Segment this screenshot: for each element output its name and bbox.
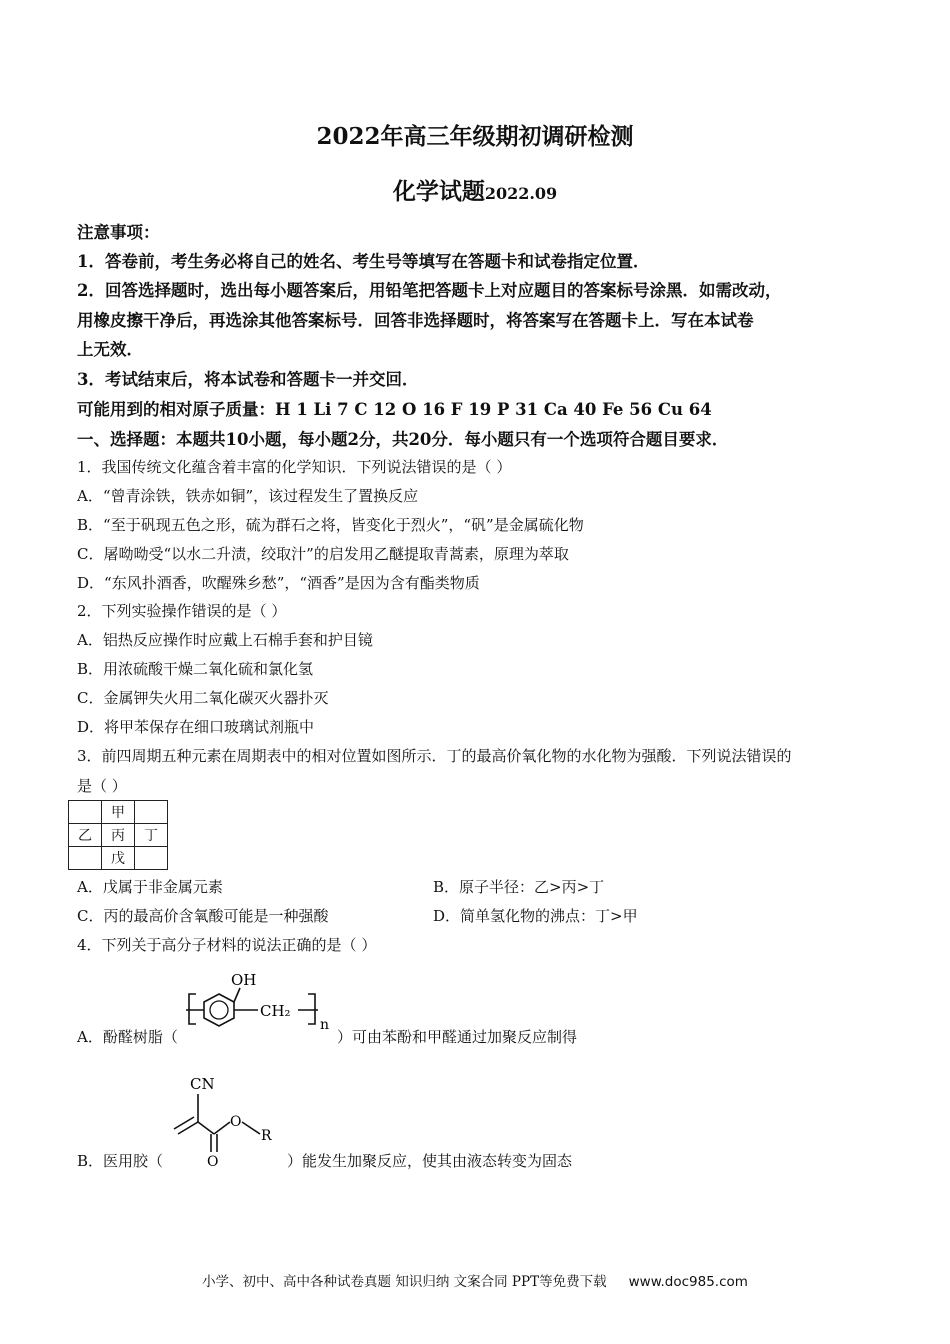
q2-option-c: C．金属钾失火用二氧化碳灭火器扑灭 [77,689,329,707]
exam-title: 2022年高三年级期初调研检测 [316,123,634,150]
q4-option-a-suffix: ）可由苯酚和甲醛通过加聚反应制得 [337,1028,578,1046]
n-label: n [320,1017,330,1033]
note-item: 1．答卷前，考生务必将自己的姓名、考生号等填写在答题卡和试卷指定位置． [77,252,650,271]
grid-cell: 戊 [102,847,135,870]
grid-cell: 乙 [69,824,102,847]
q2-option-a: A．铝热反应操作时应戴上石棉手套和护目镜 [77,631,373,649]
q1-option-d: D．“东风扑酒香，吹醒殊乡愁”，“酒香”是因为含有酯类物质 [77,574,480,592]
footer-url[interactable]: www.doc985.com [628,1274,748,1290]
note-item: 3．考试结束后，将本试卷和答题卡一并交回． [77,370,419,389]
page-footer [0,1270,950,1290]
q3-stem-line2: 是（ ） [77,777,127,795]
footer-text: 小学、初中、高中各种试卷真题 知识归纳 文案合同 PPT等免费下载 [202,1274,607,1290]
atomic-masses: 可能用到的相对原子质量：H 1 Li 7 C 12 O 16 F 19 P 31 Ca 40 Fe 56 Cu 64 [77,400,712,419]
cyanoacrylate-structure [168,1072,290,1168]
grid-cell: 甲 [102,801,135,824]
phenol-formaldehyde-structure [184,966,338,1044]
q3-option-d: D．简单氢化物的沸点：丁>甲 [433,907,638,925]
grid-cell [135,801,168,824]
q4-stem: 4．下列关于高分子材料的说法正确的是（ ） [77,936,377,954]
q4-option-b-suffix: ）能发生加聚反应，使其由液态转变为固态 [287,1152,573,1170]
q4-option-a-prefix: A．酚醛树脂（ [77,1028,178,1046]
section-heading: 一、选择题：本题共10小题，每小题2分，共20分．每小题只有一个选项符合题目要求． [77,430,729,449]
carbonyl-o-label: O [207,1154,219,1168]
oh-label: OH [231,971,257,989]
grid-cell [135,847,168,870]
q4-option-b-prefix: B．医用胶（ [77,1152,164,1170]
q1-option-c: C．屠呦呦受“以水二升渍，绞取汁”的启发用乙醚提取青蒿素，原理为萃取 [77,545,569,563]
subtitle-date: 2022.09 [484,184,558,203]
grid-cell [69,847,102,870]
q2-option-b: B．用浓硫酸干燥二氧化硫和氯化氢 [77,660,314,678]
notes-heading: 注意事项： [77,223,160,242]
q3-option-b: B．原子半径：乙>丙>丁 [433,878,605,896]
grid-cell: 丁 [135,824,168,847]
q3-option-a: A．戊属于非金属元素 [77,878,223,896]
subtitle-main: 化学试题 [392,178,485,205]
q1-option-b: B．“至于矾现五色之形，硫为群石之将，皆变化于烈火”，“矾”是金属硫化物 [77,516,584,534]
ch2-label: CH₂ [260,1002,291,1020]
note-item: 用橡皮擦干净后，再选涂其他答案标号．回答非选择题时，将答案写在答题卡上．写在本试卷 [77,311,754,330]
note-item: 上无效． [77,340,143,359]
q1-option-a: A．“曾青涂铁，铁赤如铜”，该过程发生了置换反应 [77,487,419,505]
q3-option-c: C．丙的最高价含氧酸可能是一种强酸 [77,907,329,925]
r-label: R [261,1128,272,1144]
grid-cell: 丙 [102,824,135,847]
periodic-table-fragment [68,800,168,870]
ester-o-label: O [230,1114,242,1130]
q3-stem-line1: 3．前四周期五种元素在周期表中的相对位置如图所示．丁的最高价氧化物的水化物为强酸．下列说法错误的 [77,747,792,765]
note-item: 2．回答选择题时，选出每小题答案后，用铅笔把答题卡上对应题目的答案标号涂黑．如需改动， [77,281,782,300]
q1-stem: 1．我国传统文化蕴含着丰富的化学知识．下列说法错误的是（ ） [77,458,512,476]
exam-subtitle [0,173,950,206]
grid-cell [69,801,102,824]
cn-label: CN [190,1075,215,1093]
q2-option-d: D．将甲苯保存在细口玻璃试剂瓶中 [77,718,315,736]
q2-stem: 2．下列实验操作错误的是（ ） [77,602,287,620]
